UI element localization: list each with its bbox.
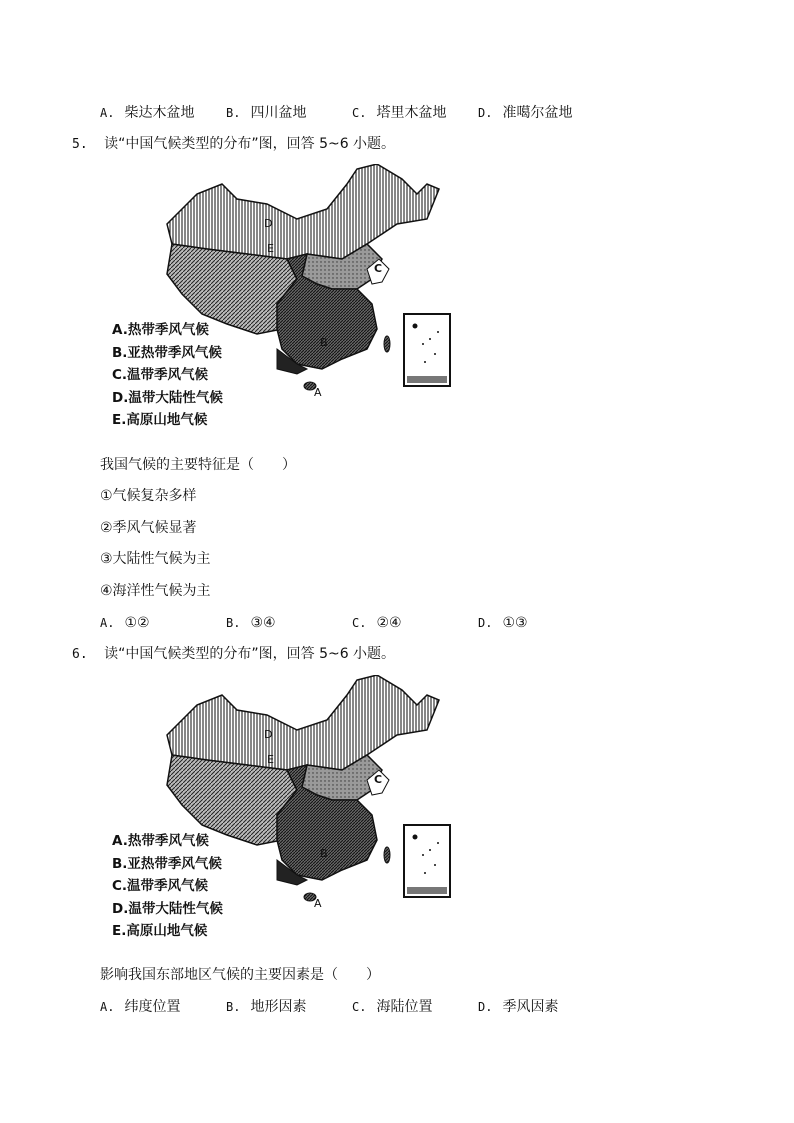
q6-option-b[interactable] (226, 998, 306, 1016)
option-text: 纬度位置 (124, 999, 181, 1015)
option-text: ①② (124, 615, 150, 631)
option-letter: C. (352, 106, 367, 120)
q4-option-a[interactable] (100, 104, 194, 122)
option-letter: B. (226, 106, 241, 120)
q4-option-c[interactable] (352, 104, 446, 122)
legend-item: B.亚热带季风气候 (112, 344, 222, 361)
map-label-b: B (320, 336, 328, 349)
option-letter: D. (478, 1000, 493, 1014)
q4-option-b[interactable] (226, 104, 306, 122)
q5-statement-3: ③大陆性气候为主 (100, 551, 211, 567)
option-text: 四川盆地 (250, 105, 307, 121)
map-label-a: A (314, 386, 322, 399)
map-label-e: E (267, 242, 274, 255)
legend-item: E.高原山地气候 (112, 923, 208, 939)
option-text: 地形因素 (250, 999, 307, 1015)
legend-item: D.温带大陆性气候 (112, 389, 223, 406)
map-label-d: D (264, 217, 273, 230)
map-label-c: C (374, 262, 383, 275)
q6-option-d[interactable] (478, 998, 558, 1016)
option-text: ③④ (250, 615, 276, 631)
map-legend (112, 319, 223, 432)
question-number: 5. (72, 137, 88, 152)
q5-statement-1: ①气候复杂多样 (100, 488, 197, 504)
q5-option-c[interactable] (352, 614, 402, 632)
legend-item: D.温带大陆性气候 (112, 900, 223, 917)
option-text: 柴达木盆地 (124, 105, 195, 121)
q5-option-a[interactable] (100, 614, 150, 632)
q5-statement-2: ②季风气候显著 (100, 520, 197, 536)
q5-stem-line (72, 135, 395, 154)
legend-item: A.热带季风气候 (112, 322, 209, 338)
q5-statement-4: ④海洋性气候为主 (100, 583, 211, 599)
option-letter: D. (478, 106, 493, 120)
option-letter: B. (226, 1000, 241, 1014)
option-text: 塔里木盆地 (376, 105, 447, 121)
option-text: ②④ (376, 615, 402, 631)
option-letter: A. (100, 1000, 115, 1014)
map-label-b: B (320, 847, 328, 860)
question-number: 6. (72, 647, 88, 662)
option-letter: D. (478, 616, 493, 630)
q6-question: 影响我国东部地区气候的主要因素是（ ） (100, 967, 380, 983)
question-stem: 读“中国气候类型的分布”图，回答 5~6 小题。 (104, 136, 396, 152)
option-letter: B. (226, 616, 241, 630)
map-label-c: C (374, 773, 383, 786)
legend-item: C.温带季风气候 (112, 367, 209, 383)
option-text: 季风因素 (502, 999, 559, 1015)
q5-option-d[interactable] (478, 614, 528, 632)
q5-question: 我国气候的主要特征是（ ） (100, 457, 296, 473)
legend-item: B.亚热带季风气候 (112, 855, 222, 872)
q6-option-c[interactable] (352, 998, 432, 1016)
climate-map-q6 (112, 675, 452, 945)
option-text: 海陆位置 (376, 999, 433, 1015)
q6-stem-line (72, 645, 395, 664)
legend-item: A.热带季风气候 (112, 833, 209, 849)
legend-item: E.高原山地气候 (112, 412, 208, 428)
map-label-e: E (267, 753, 274, 766)
question-stem: 读“中国气候类型的分布”图，回答 5~6 小题。 (104, 646, 396, 662)
option-text: 准噶尔盆地 (502, 105, 573, 121)
map-legend (112, 830, 223, 943)
option-letter: A. (100, 106, 115, 120)
climate-map-q5 (112, 164, 452, 434)
option-letter: A. (100, 616, 115, 630)
option-letter: C. (352, 616, 367, 630)
map-label-d: D (264, 728, 273, 741)
q5-option-b[interactable] (226, 614, 276, 632)
q6-option-a[interactable] (100, 998, 180, 1016)
map-label-a: A (314, 897, 322, 910)
option-text: ①③ (502, 615, 528, 631)
option-letter: C. (352, 1000, 367, 1014)
q4-option-d[interactable] (478, 104, 572, 122)
legend-item: C.温带季风气候 (112, 878, 209, 894)
